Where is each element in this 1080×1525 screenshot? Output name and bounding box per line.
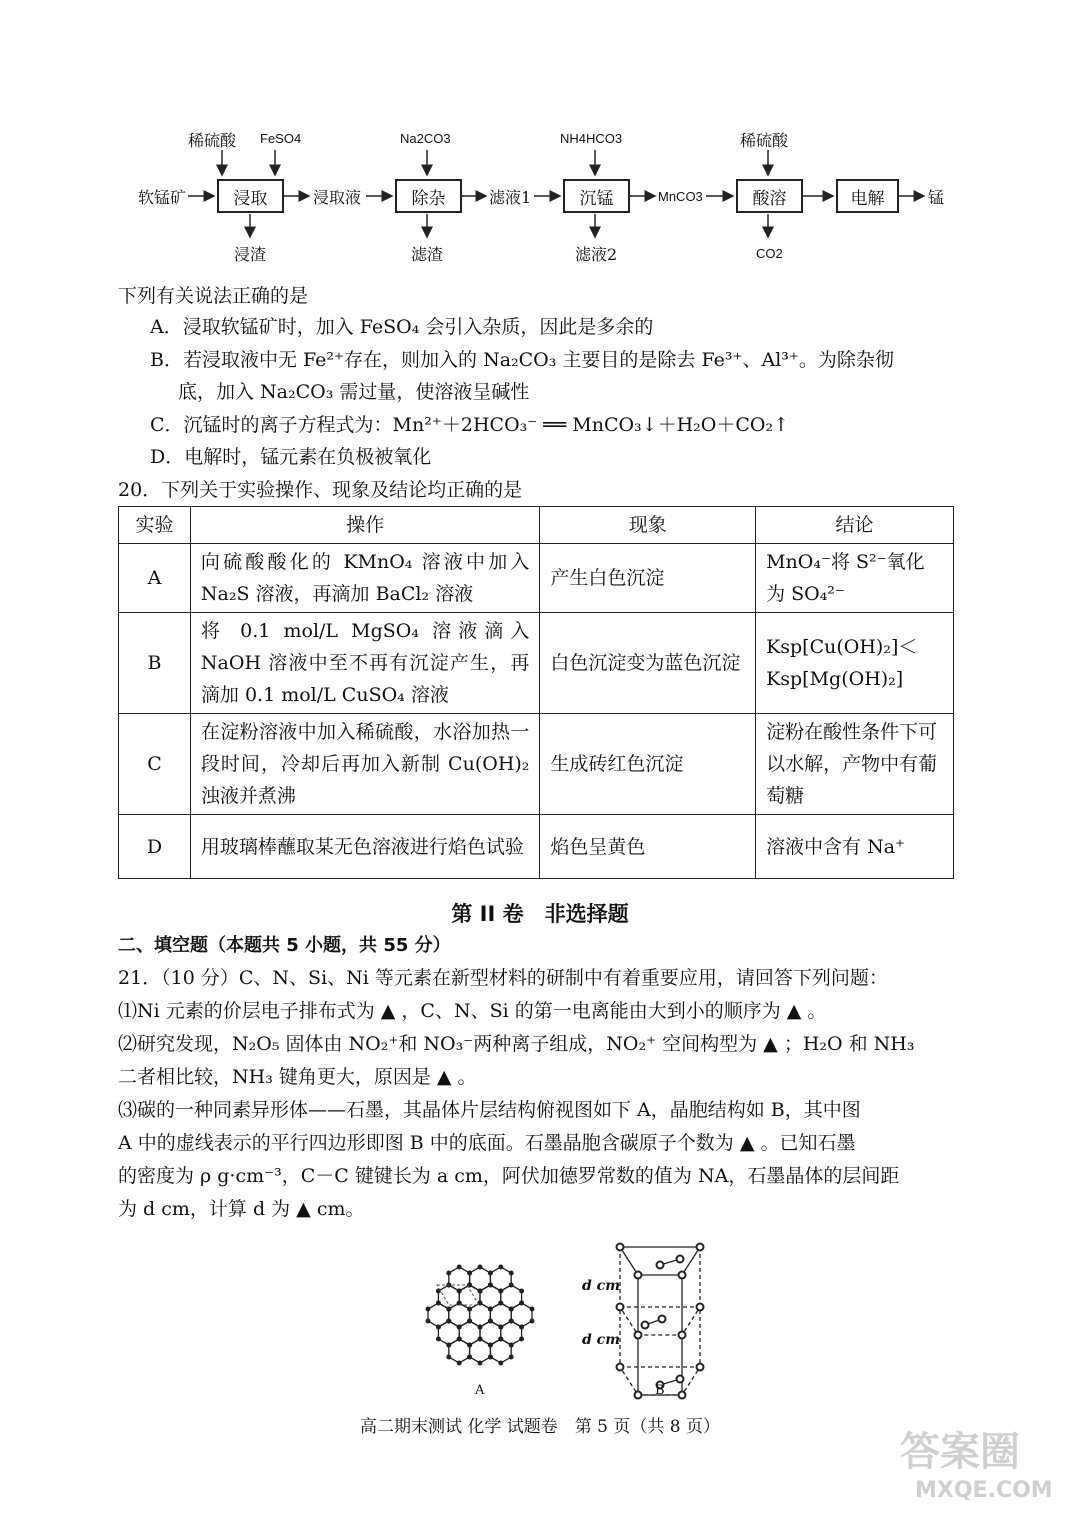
q19-option-a: A．浸取软锰矿时，加入 FeSO₄ 会引入杂质，因此是多余的 (150, 316, 654, 338)
carbon-atom (468, 1307, 472, 1311)
step-acid-dissolve: 酸溶 (736, 179, 803, 213)
carbon-atom (509, 1343, 513, 1347)
carbon-atom (520, 1289, 524, 1293)
q20-stem: 20．下列关于实验操作、现象及结论均正确的是 (118, 479, 523, 501)
carbon-atom (447, 1319, 451, 1323)
flow-mnco3: MnCO3 (658, 189, 703, 204)
cell-exp: D (119, 815, 191, 879)
input-feso4: FeSO4 (260, 131, 302, 146)
carbon-atom (499, 1289, 503, 1293)
carbon-atom (468, 1343, 472, 1347)
carbon-atom (489, 1319, 493, 1323)
carbon-atom (499, 1337, 503, 1341)
carbon-atom (437, 1325, 441, 1329)
carbon-atom (457, 1361, 461, 1365)
carbon-atom (489, 1355, 493, 1359)
step-precipitate: 沉锰 (563, 179, 630, 213)
input-dilute-sulfuric-acid: 稀硫酸 (188, 131, 237, 150)
section-fill-in: 二、填空题（本题共 5 小题，共 55 分） (118, 935, 451, 956)
carbon-atom (447, 1307, 451, 1311)
carbon-atom (437, 1337, 441, 1341)
watermark-url: MXQE.COM (915, 1478, 1053, 1503)
step-leach: 浸取 (217, 179, 284, 213)
cell-exp: B (119, 613, 191, 714)
table-row (119, 613, 954, 714)
carbon-atom (499, 1265, 503, 1269)
carbon-atom (499, 1325, 503, 1329)
figure-b-label-dcm-lower: d cm (582, 1332, 621, 1348)
q21-part2-line2: 二者相比较，NH₃ 键角更大，原因是 ▲ 。 (118, 1066, 477, 1088)
hexagon-ring (470, 1339, 491, 1363)
cell-conclusion: MnO₄⁻将 S²⁻氧化为 SO₄²⁻ (756, 544, 954, 613)
carbon-atom (489, 1271, 493, 1275)
cell-operation: 用玻璃棒蘸取某无色溶液进行焰色试验 (190, 815, 540, 879)
carbon-atom (437, 1301, 441, 1305)
carbon-atom (520, 1337, 524, 1341)
carbon-atom (499, 1361, 503, 1365)
q21-part1: ⑴Ni 元素的价层电子排布式为 ▲ ，C、N、Si 的第一电离能由大到小的顺序为 ▲ 。 (118, 1000, 827, 1022)
table-row (119, 714, 954, 815)
cell-phenomenon: 生成砖红色沉淀 (540, 714, 756, 815)
output-filtrate-2: 滤液2 (575, 245, 618, 264)
experiment-table (118, 506, 954, 879)
input-dilute-sulfuric-acid-2: 稀硫酸 (740, 131, 789, 150)
header-experiment: 实验 (119, 507, 191, 544)
q21-part3-line3: 的密度为 ρ g·cm⁻³，C－C 键键长为 a cm，阿伏加德罗常数的值为 NA，石墨晶体的层间距 (118, 1165, 900, 1187)
carbon-atom (530, 1319, 534, 1323)
output-co2: CO2 (756, 246, 783, 261)
q21-part3-line1: ⑶碳的一种同素异形体——石墨，其晶体片层结构俯视图如下 A，晶胞结构如 B，其中图 (118, 1099, 861, 1121)
hexagon-ring (449, 1339, 470, 1363)
cell-phenomenon: 白色沉淀变为蓝色沉淀 (540, 613, 756, 714)
page-footer: 高二期末测试 化学 试题卷 第 5 页（共 8 页） (359, 1417, 721, 1437)
input-nh4hco3: NH4HCO3 (560, 131, 623, 146)
carbon-atom (468, 1283, 472, 1287)
carbon-atom (478, 1265, 482, 1269)
carbon-atom (478, 1289, 482, 1293)
carbon-atom (520, 1325, 524, 1329)
carbon-atom (457, 1265, 461, 1269)
output-residue: 浸渣 (234, 245, 267, 264)
graphite-layer-figure-a (426, 1265, 534, 1365)
flow-filtrate-1: 滤液1 (489, 188, 532, 207)
figure-b-label-dcm-upper: d cm (582, 1278, 621, 1294)
cell-conclusion: 溶液中含有 Na⁺ (756, 815, 954, 879)
carbon-atom (499, 1301, 503, 1305)
carbon-atom (468, 1319, 472, 1323)
carbon-atom (478, 1361, 482, 1365)
input-na2co3: Na2CO3 (400, 131, 451, 146)
carbon-atom (509, 1319, 513, 1323)
cell-exp: A (119, 544, 191, 613)
carbon-atom (478, 1337, 482, 1341)
q21-part3-line2: A 中的虚线表示的平行四边形即图 B 中的底面。石墨晶胞含碳原子个数为 ▲ 。已知石墨 (118, 1132, 856, 1154)
step-electrolysis: 电解 (836, 179, 899, 213)
q19-option-b-line1: B．若浸取液中无 Fe²⁺存在，则加入的 Na₂CO₃ 主要目的是除去 Fe³⁺、Al³⁺。为除杂彻 (150, 349, 894, 371)
header-conclusion: 结论 (756, 507, 954, 544)
carbon-atom (447, 1271, 451, 1275)
figure-a-caption: A (475, 1383, 485, 1398)
table-row (119, 815, 954, 879)
watermark-logo: 答案圈 (900, 1429, 1020, 1475)
q19-stem: 下列有关说法正确的是 (118, 285, 309, 307)
q21-stem: 21．（10 分）C、N、Si、Ni 等元素在新型材料的研制中有着重要应用，请回答下列问题： (118, 967, 888, 989)
cell-operation: 将 0.1 mol/L MgSO₄ 溶液滴入 NaOH 溶液中至不再有沉淀产生，再滴加 0.1 mol/L CuSO₄ 溶液 (190, 613, 540, 714)
carbon-atom (457, 1301, 461, 1305)
cell-conclusion: Ksp[Cu(OH)₂]＜ Ksp[Mg(OH)₂] (756, 613, 954, 714)
carbon-atom (457, 1325, 461, 1329)
step-purify: 除杂 (395, 179, 462, 213)
q21-part3-line4: 为 d cm，计算 d 为 ▲ cm。 (118, 1198, 365, 1220)
carbon-atom (530, 1307, 534, 1311)
carbon-atom (478, 1325, 482, 1329)
flow-end: 锰 (928, 188, 945, 207)
carbon-atom (426, 1319, 430, 1323)
carbon-atom (509, 1271, 513, 1275)
carbon-atoms (617, 1244, 704, 1399)
carbon-atom (457, 1337, 461, 1341)
cell-conclusion: 淀粉在酸性条件下可以水解，产物中有葡萄糖 (756, 714, 954, 815)
q21-part2-line1: ⑵研究发现，N₂O₅ 固体由 NO₂⁺和 NO₃⁻两种离子组成，NO₂⁺ 空间构型为 ▲ ；H₂O 和 NH₃ (118, 1033, 915, 1055)
cell-exp: C (119, 714, 191, 815)
cell-operation: 在淀粉溶液中加入稀硫酸，水浴加热一段时间，冷却后再加入新制 Cu(OH)₂ 浊液并煮沸 (190, 714, 540, 815)
carbon-atom (489, 1283, 493, 1287)
table-row (119, 544, 954, 613)
carbon-atom (457, 1289, 461, 1293)
carbon-atom (509, 1355, 513, 1359)
carbon-atom (509, 1307, 513, 1311)
table-header-row (119, 507, 954, 544)
cell-operation: 向硫酸酸化的 KMnO₄ 溶液中加入 Na₂S 溶液，再滴加 BaCl₂ 溶液 (190, 544, 540, 613)
hexagon-ring (490, 1339, 511, 1363)
carbon-atom (489, 1343, 493, 1347)
cell-phenomenon: 产生白色沉淀 (540, 544, 756, 613)
carbon-atom (468, 1355, 472, 1359)
carbon-atom (520, 1301, 524, 1305)
header-operation: 操作 (190, 507, 540, 544)
figure-b-caption: B (655, 1383, 665, 1398)
cell-phenomenon: 焰色呈黄色 (540, 815, 756, 879)
flow-start: 软锰矿 (138, 188, 187, 207)
carbon-atom (447, 1355, 451, 1359)
graphite-figures (410, 1235, 710, 1410)
header-phenomenon: 现象 (540, 507, 756, 544)
carbon-atom (489, 1307, 493, 1311)
carbon-atom (426, 1307, 430, 1311)
flow-leachate: 浸取液 (313, 188, 362, 207)
q19-option-d: D．电解时，锰元素在负极被氧化 (150, 446, 432, 468)
carbon-atom (468, 1271, 472, 1275)
part-ii-title: 第 II 卷 非选择题 (451, 902, 629, 926)
output-filter-residue: 滤渣 (411, 245, 444, 264)
q19-option-c: C．沉锰时的离子方程式为：Mn²⁺＋2HCO₃⁻ ══ MnCO₃↓＋H₂O＋CO₂↑ (150, 414, 790, 436)
carbon-atom (509, 1283, 513, 1287)
flow-arrows (0, 0, 1080, 280)
q19-option-b-line2: 底，加入 Na₂CO₃ 需过量，使溶液呈碱性 (178, 381, 530, 403)
carbon-atom (447, 1343, 451, 1347)
